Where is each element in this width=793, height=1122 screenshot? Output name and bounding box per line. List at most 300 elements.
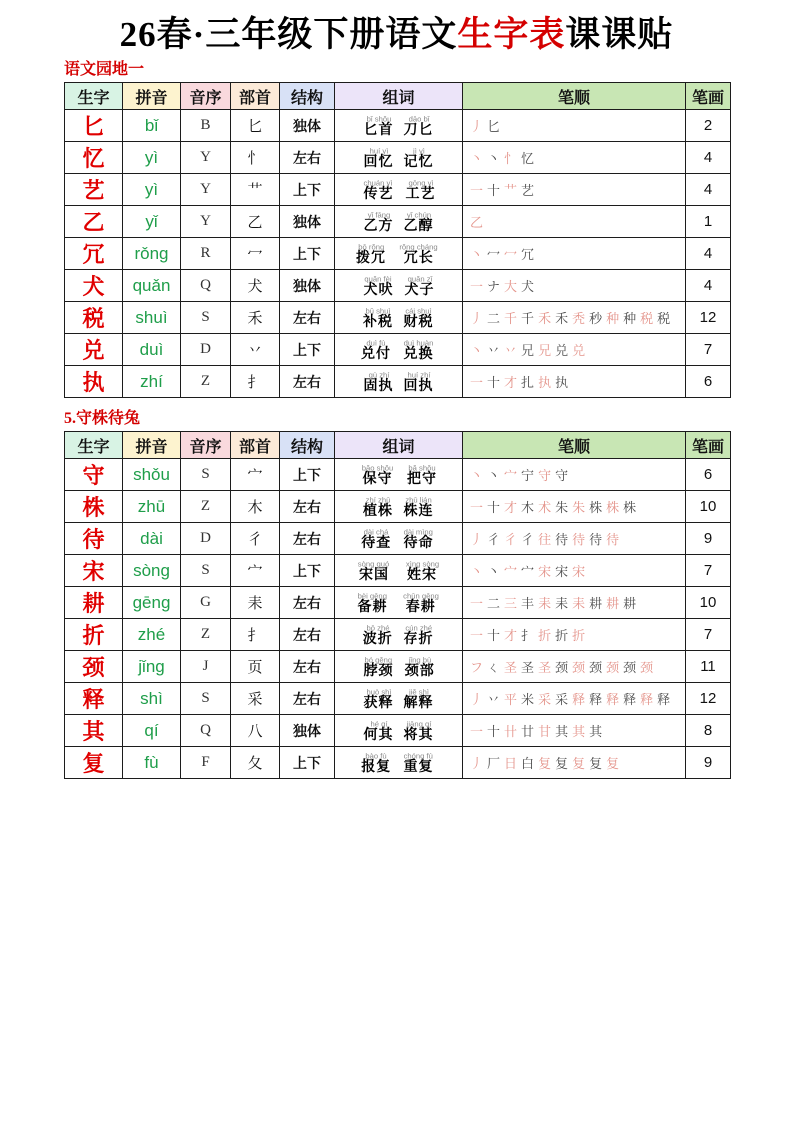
character-cell: 待	[65, 523, 123, 555]
stroke-glyph: 一	[470, 724, 484, 739]
stroke-glyph: 耕	[589, 596, 603, 611]
radical-cell: 宀	[231, 459, 280, 491]
word-text: 匕首	[363, 122, 394, 138]
table-row	[65, 555, 731, 587]
pinyin-cell: yǐ	[123, 206, 181, 238]
words-cell	[335, 587, 463, 619]
stroke-glyph: 待	[572, 532, 586, 547]
col-header-stroke-count: 笔画	[686, 432, 731, 459]
words-cell	[335, 206, 463, 238]
stroke-glyph: 千	[504, 311, 518, 326]
pinyin-cell: shǒu	[123, 459, 181, 491]
initial-cell: J	[181, 651, 231, 683]
stroke-glyph: 乙	[470, 215, 484, 230]
radical-cell: 忄	[231, 142, 280, 174]
word-pinyin: yǐ fāng	[367, 210, 390, 219]
word-text: 将其	[403, 727, 434, 743]
stroke-glyph: 秃	[572, 311, 586, 326]
stroke-order-cell	[463, 555, 686, 587]
stroke-glyph: 复	[538, 756, 552, 771]
initial-cell: G	[181, 587, 231, 619]
stroke-glyph: 二	[487, 596, 501, 611]
pinyin-cell: rǒng	[123, 238, 181, 270]
stroke-count-cell: 12	[686, 302, 731, 334]
character-cell: 宋	[65, 555, 123, 587]
stroke-glyph: 廿	[521, 724, 535, 739]
radical-cell: 彳	[231, 523, 280, 555]
word-group	[404, 210, 434, 234]
word-group	[364, 719, 394, 743]
word-group	[364, 114, 394, 138]
stroke-glyph: 税	[640, 311, 654, 326]
col-header-stroke-order: 笔顺	[463, 83, 686, 110]
stroke-glyph: 丷	[504, 343, 518, 358]
table-row	[65, 587, 731, 619]
pinyin-cell: gēng	[123, 587, 181, 619]
stroke-glyph: 复	[572, 756, 586, 771]
word-pinyin: bō zhé	[366, 623, 390, 632]
word-text: 补税	[362, 314, 393, 330]
structure-cell: 上下	[280, 238, 335, 270]
pinyin-cell: zhí	[123, 366, 181, 398]
word-pinyin: xìng sòng	[405, 559, 439, 568]
stroke-order-cell	[463, 110, 686, 142]
stroke-glyph: 株	[623, 500, 637, 515]
word-text: 兑换	[403, 346, 434, 362]
stroke-glyph: 折	[555, 628, 569, 643]
word-group	[363, 306, 393, 330]
structure-cell: 左右	[280, 366, 335, 398]
character-cell: 兑	[65, 334, 123, 366]
initial-cell: R	[181, 238, 231, 270]
col-header-stroke-order: 笔顺	[463, 432, 686, 459]
radical-cell: 禾	[231, 302, 280, 334]
structure-cell: 上下	[280, 174, 335, 206]
character-cell: 税	[65, 302, 123, 334]
word-group	[362, 655, 395, 679]
word-group	[400, 591, 442, 615]
initial-cell: Q	[181, 270, 231, 302]
stroke-glyph: 释	[606, 692, 620, 707]
pinyin-cell: quǎn	[123, 270, 181, 302]
stroke-glyph: 兑	[555, 343, 569, 358]
word-pinyin: zhū lián	[405, 495, 432, 504]
word-group	[355, 591, 390, 615]
character-cell: 耕	[65, 587, 123, 619]
stroke-glyph: 耒	[572, 596, 586, 611]
stroke-glyph: 颈	[589, 660, 603, 675]
word-group	[405, 655, 435, 679]
stroke-glyph: 其	[572, 724, 586, 739]
stroke-glyph: 宁	[521, 468, 535, 483]
stroke-count-cell: 12	[686, 683, 731, 715]
stroke-count-cell: 4	[686, 270, 731, 302]
initial-cell: S	[181, 459, 231, 491]
header-row	[65, 83, 731, 110]
stroke-glyph: 其	[589, 724, 603, 739]
word-group	[359, 463, 396, 487]
structure-cell: 左右	[280, 651, 335, 683]
words-cell	[335, 619, 463, 651]
stroke-glyph: 厂	[487, 756, 501, 771]
title-suffix: 课课贴	[565, 15, 674, 54]
stroke-glyph: 宀	[504, 468, 518, 483]
stroke-glyph: 艹	[504, 183, 518, 198]
stroke-glyph: 丶	[470, 468, 484, 483]
word-pinyin: duì fù	[366, 338, 386, 347]
words-cell	[335, 238, 463, 270]
stroke-count-cell: 11	[686, 651, 731, 683]
stroke-order-cell	[463, 459, 686, 491]
stroke-glyph: 禾	[555, 311, 569, 326]
word-text: 回忆	[363, 154, 394, 170]
table-row	[65, 270, 731, 302]
stroke-glyph: 卄	[504, 724, 518, 739]
character-cell: 株	[65, 491, 123, 523]
table-row	[65, 366, 731, 398]
word-text: 拨冗	[355, 250, 386, 266]
pinyin-cell: shì	[123, 683, 181, 715]
stroke-glyph: 甘	[538, 724, 552, 739]
word-pinyin: gù zhí	[368, 370, 389, 379]
stroke-glyph: 复	[589, 756, 603, 771]
word-text: 乙醇	[403, 218, 434, 234]
structure-cell: 左右	[280, 587, 335, 619]
stroke-count-cell: 8	[686, 715, 731, 747]
col-header-pinyin: 拼音	[123, 432, 181, 459]
stroke-order-cell	[463, 523, 686, 555]
stroke-order-cell	[463, 206, 686, 238]
stroke-glyph: 一	[470, 279, 484, 294]
word-group	[363, 495, 393, 519]
stroke-glyph: 十	[487, 375, 501, 390]
stroke-count-cell: 4	[686, 174, 731, 206]
col-header-words: 组词	[335, 432, 463, 459]
word-text: 乙方	[363, 218, 394, 234]
word-group	[403, 623, 435, 647]
stroke-glyph: 丶	[470, 247, 484, 262]
col-header-initial: 音序	[181, 83, 231, 110]
stroke-count-cell: 2	[686, 110, 731, 142]
character-cell: 犬	[65, 270, 123, 302]
stroke-count-cell: 6	[686, 459, 731, 491]
word-text: 报复	[361, 759, 392, 775]
radical-cell: 耒	[231, 587, 280, 619]
words-cell	[335, 747, 463, 779]
stroke-glyph: 兄	[521, 343, 535, 358]
stroke-order-cell	[463, 270, 686, 302]
stroke-glyph: 才	[504, 500, 518, 515]
structure-cell: 左右	[280, 619, 335, 651]
stroke-glyph: 扌	[521, 628, 535, 643]
stroke-glyph: 耒	[555, 596, 569, 611]
word-pinyin: bèi gēng	[357, 591, 388, 600]
structure-cell: 上下	[280, 459, 335, 491]
word-text: 传艺	[363, 186, 394, 202]
words-cell	[335, 683, 463, 715]
stroke-glyph: 忆	[521, 151, 535, 166]
word-group	[364, 687, 394, 711]
radical-cell: 扌	[231, 619, 280, 651]
initial-cell: Z	[181, 366, 231, 398]
stroke-order-cell	[463, 142, 686, 174]
word-text: 宋国	[358, 567, 389, 583]
stroke-glyph: 耒	[538, 596, 552, 611]
word-pinyin: dài mìng	[403, 527, 434, 536]
stroke-glyph: 丿	[470, 756, 484, 771]
word-text: 株连	[403, 503, 434, 519]
words-cell	[335, 174, 463, 206]
stroke-order-cell	[463, 366, 686, 398]
pinyin-cell: sòng	[123, 555, 181, 587]
character-cell: 守	[65, 459, 123, 491]
words-cell	[335, 270, 463, 302]
stroke-glyph: 宋	[555, 564, 569, 579]
stroke-glyph: 日	[504, 756, 518, 771]
word-pinyin: bō rǒng	[357, 242, 384, 251]
character-cell: 乙	[65, 206, 123, 238]
word-pinyin: yǐ chún	[406, 210, 431, 219]
words-cell	[335, 523, 463, 555]
word-text: 获释	[363, 695, 394, 711]
stroke-order-cell	[463, 651, 686, 683]
stroke-order-cell	[463, 683, 686, 715]
structure-cell: 上下	[280, 555, 335, 587]
word-text: 财税	[403, 314, 434, 330]
character-cell: 颈	[65, 651, 123, 683]
word-group	[404, 114, 434, 138]
initial-cell: Y	[181, 206, 231, 238]
character-cell: 匕	[65, 110, 123, 142]
word-pinyin: rǒng cháng	[399, 242, 438, 251]
character-cell: 释	[65, 683, 123, 715]
stroke-count-cell: 9	[686, 523, 731, 555]
stroke-glyph: 二	[487, 311, 501, 326]
col-header-structure: 结构	[280, 432, 335, 459]
word-pinyin: zhí zhū	[365, 495, 391, 504]
section-heading-yuwenyuandi: 语文园地一	[64, 61, 145, 78]
words-cell	[335, 334, 463, 366]
stroke-count-cell: 10	[686, 491, 731, 523]
stroke-glyph: 朱	[572, 500, 586, 515]
stroke-glyph: 冖	[504, 247, 518, 262]
stroke-glyph: 丿	[470, 119, 484, 134]
pinyin-cell: yì	[123, 174, 181, 206]
structure-cell: 上下	[280, 334, 335, 366]
stroke-glyph: 往	[538, 532, 552, 547]
word-pinyin: huí yì	[369, 146, 388, 155]
stroke-glyph: 十	[487, 183, 501, 198]
col-header-stroke-count: 笔画	[686, 83, 731, 110]
stroke-glyph: 一	[470, 596, 484, 611]
word-group	[361, 338, 391, 362]
words-cell	[335, 142, 463, 174]
stroke-glyph: ナ	[487, 279, 501, 294]
stroke-glyph: 待	[589, 532, 603, 547]
stroke-glyph: 忄	[504, 151, 518, 166]
word-pinyin: jì yì	[412, 146, 425, 155]
stroke-glyph: 彳	[487, 532, 501, 547]
character-cell: 其	[65, 715, 123, 747]
stroke-order-cell	[463, 334, 686, 366]
radical-cell: 宀	[231, 555, 280, 587]
initial-cell: Y	[181, 142, 231, 174]
structure-cell: 左右	[280, 683, 335, 715]
word-text: 兑付	[360, 346, 391, 362]
word-text: 重复	[403, 759, 434, 775]
table-row	[65, 747, 731, 779]
stroke-glyph: 释	[640, 692, 654, 707]
pinyin-cell: duì	[123, 334, 181, 366]
stroke-glyph: 白	[521, 756, 535, 771]
structure-cell: 独体	[280, 206, 335, 238]
word-group	[361, 178, 395, 202]
word-text: 存折	[403, 631, 434, 647]
stroke-glyph: 朱	[555, 500, 569, 515]
word-group	[355, 559, 392, 583]
word-text: 待查	[361, 535, 392, 551]
stroke-count-cell: 6	[686, 366, 731, 398]
initial-cell: Q	[181, 715, 231, 747]
stroke-order-cell	[463, 302, 686, 334]
stroke-glyph: 丶	[470, 564, 484, 579]
word-group	[403, 559, 442, 583]
word-group	[401, 751, 436, 775]
words-cell	[335, 715, 463, 747]
page-title	[0, 12, 793, 58]
table-row	[65, 174, 731, 206]
stroke-glyph: 株	[606, 500, 620, 515]
stroke-glyph: 耕	[606, 596, 620, 611]
word-text: 记忆	[403, 154, 434, 170]
word-group	[406, 463, 438, 487]
table-row	[65, 238, 731, 270]
structure-cell: 左右	[280, 142, 335, 174]
stroke-glyph: 才	[504, 628, 518, 643]
table-row	[65, 334, 731, 366]
stroke-glyph: 丶	[487, 151, 501, 166]
character-cell: 执	[65, 366, 123, 398]
character-cell: 折	[65, 619, 123, 651]
initial-cell: S	[181, 302, 231, 334]
word-pinyin: quǎn fèi	[364, 274, 393, 283]
stroke-glyph: 一	[470, 628, 484, 643]
word-text: 工艺	[405, 186, 436, 202]
col-header-words: 组词	[335, 83, 463, 110]
stroke-glyph: 种	[623, 311, 637, 326]
word-group	[364, 210, 394, 234]
word-pinyin: jiě shì	[408, 687, 429, 696]
stroke-order-cell	[463, 747, 686, 779]
stroke-glyph: 折	[538, 628, 552, 643]
pinyin-cell: dài	[123, 523, 181, 555]
stroke-glyph: 兑	[572, 343, 586, 358]
stroke-glyph: ㄑ	[487, 660, 501, 675]
stroke-glyph: 颈	[606, 660, 620, 675]
structure-cell: 左右	[280, 302, 335, 334]
stroke-glyph: 颈	[623, 660, 637, 675]
stroke-glyph: 平	[504, 692, 518, 707]
word-text: 保守	[362, 471, 393, 487]
stroke-glyph: フ	[470, 660, 484, 675]
col-header-radical: 部首	[231, 432, 280, 459]
stroke-count-cell: 7	[686, 555, 731, 587]
stroke-glyph: 十	[487, 724, 501, 739]
word-pinyin: bǐ shǒu	[366, 114, 391, 123]
radical-cell: 木	[231, 491, 280, 523]
initial-cell: S	[181, 555, 231, 587]
words-cell	[335, 555, 463, 587]
word-group	[405, 274, 435, 298]
stroke-glyph: 释	[589, 692, 603, 707]
word-group	[361, 527, 391, 551]
stroke-glyph: 禾	[538, 311, 552, 326]
word-pinyin: jiāng qí	[406, 719, 431, 728]
stroke-glyph: 木	[521, 500, 535, 515]
word-pinyin: jǐng bù	[408, 655, 432, 664]
stroke-glyph: 待	[555, 532, 569, 547]
stroke-glyph: 税	[657, 311, 671, 326]
character-cell: 艺	[65, 174, 123, 206]
word-text: 回执	[403, 378, 434, 394]
character-table-1	[64, 82, 731, 398]
stroke-glyph: 释	[572, 692, 586, 707]
table-row	[65, 683, 731, 715]
pinyin-cell: fù	[123, 747, 181, 779]
structure-cell: 左右	[280, 491, 335, 523]
word-text: 把守	[407, 471, 438, 487]
word-text: 春耕	[405, 599, 436, 615]
stroke-glyph: 艺	[521, 183, 535, 198]
structure-cell: 独体	[280, 110, 335, 142]
table-row	[65, 459, 731, 491]
stroke-glyph: 十	[487, 628, 501, 643]
word-text: 何其	[363, 727, 394, 743]
stroke-order-cell	[463, 238, 686, 270]
stroke-glyph: 彳	[521, 532, 535, 547]
stroke-count-cell: 7	[686, 619, 731, 651]
stroke-glyph: 执	[555, 375, 569, 390]
col-header-radical: 部首	[231, 83, 280, 110]
word-group	[401, 338, 436, 362]
stroke-glyph: 十	[487, 500, 501, 515]
stroke-glyph: 扎	[521, 375, 535, 390]
word-group	[396, 242, 441, 266]
stroke-glyph: 采	[555, 692, 569, 707]
word-pinyin: cái shuì	[405, 306, 432, 315]
pinyin-cell: qí	[123, 715, 181, 747]
pinyin-cell: zhū	[123, 491, 181, 523]
stroke-glyph: 秒	[589, 311, 603, 326]
words-cell	[335, 491, 463, 523]
word-text: 固执	[363, 378, 394, 394]
radical-cell: 采	[231, 683, 280, 715]
stroke-glyph: 种	[606, 311, 620, 326]
radical-cell: 乙	[231, 206, 280, 238]
stroke-glyph: 宀	[504, 564, 518, 579]
word-pinyin: bǔ shuì	[365, 306, 391, 315]
words-cell	[335, 110, 463, 142]
structure-cell: 左右	[280, 523, 335, 555]
table-row	[65, 523, 731, 555]
radical-cell: 犬	[231, 270, 280, 302]
words-cell	[335, 366, 463, 398]
stroke-glyph: 采	[538, 692, 552, 707]
word-group	[404, 687, 434, 711]
radical-cell: 冖	[231, 238, 280, 270]
word-pinyin: bǎo shǒu	[361, 463, 394, 472]
stroke-glyph: 颈	[640, 660, 654, 675]
